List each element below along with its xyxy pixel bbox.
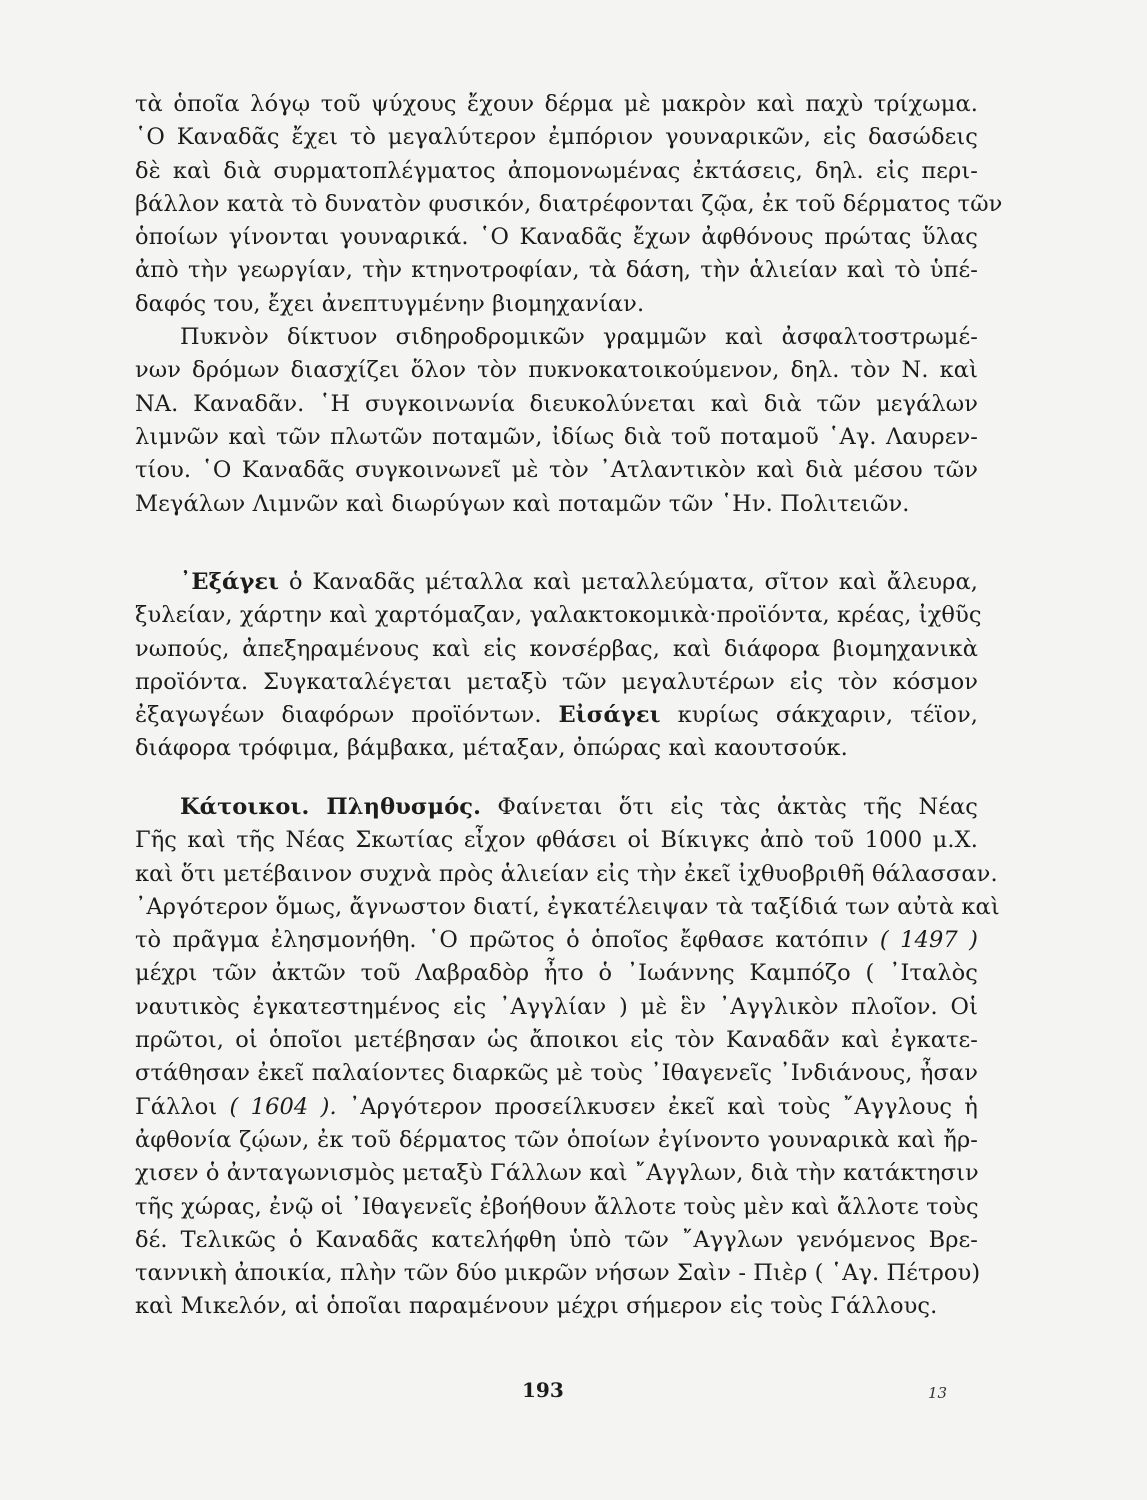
text-fragment: κυρίως σάκχαριν, τέϊον, (677, 702, 978, 729)
text-line: τὰ ὁποῖα λόγῳ τοῦ ψύχους ἔχουν δέρμα μὲ μακρὸν καὶ παχὺ τρίχωμα. (135, 91, 978, 117)
text-block-inhabitants (135, 791, 1000, 1324)
text-fragment: τὸ πρᾶγμα ἐλησμονήθη. ῾Ο πρῶτος ὁ ὁποῖος ἔφθασε κατόπιν (135, 927, 869, 954)
text-fragment: ἐξαγωγέων διαφόρων προϊόντων. (135, 702, 542, 729)
text-line: δὲ καὶ διὰ συρματοπλέγματος ἀπομονωμένας ἐκτάσεις, δηλ. εἰς περι- (135, 157, 978, 184)
text-line: Μεγάλων Λιμνῶν καὶ διωρύγων καὶ ποταμῶν τῶν ῾Ην. Πολιτειῶν. (135, 490, 910, 517)
section-heading: Κάτοικοι. Πληθυσμός. (180, 794, 482, 820)
year-1604: ( 1604 ). (229, 1093, 337, 1120)
imports-keyword: Εἰσάγει (558, 702, 661, 729)
text-line: διάφορα τρόφιμα, βάμβακα, μέταξαν, ὀπώρας καὶ καουτσούκ. (135, 735, 848, 762)
text-line: νων δρόμων διασχίζει ὅλον τὸν πυκνοκατοικούμενον, δηλ. τὸν Ν. καὶ (135, 357, 978, 384)
text-line (135, 699, 978, 732)
text-line (135, 1091, 978, 1124)
text-line (135, 566, 978, 599)
year-1497: ( 1497 ) (879, 927, 978, 954)
text-line: ναυτικὸς ἐγκατεστημένος εἰς ᾿Αγγλίαν ) μὲ ἓν ᾿Αγγλικὸν πλοῖον. Οἱ (135, 993, 978, 1020)
text-line: ΝΑ. Καναδᾶν. ῾Η συγκοινωνία διευκολύνεται καὶ διὰ τῶν μεγάλων (135, 390, 978, 417)
text-line: ὁποίων γίνονται γουναρικά. ῾Ο Καναδᾶς ἔχων ἀφθόνους πρώτας ὕλας (135, 224, 978, 251)
text-line: Πυκνὸν δίκτυον σιδηροδρομικῶν γραμμῶν καὶ ἀσφαλτοστρωμέ- (180, 324, 978, 351)
text-line: βάλλον κατὰ τὸ δυνατὸν φυσικόν, διατρέφονται ζῷα, ἐκ τοῦ δέρματος τῶν (135, 190, 1003, 217)
text-fragment: Φαίνεται ὅτι εἰς τὰς ἀκτὰς τῆς Νέας (497, 794, 978, 820)
text-line: προϊόντα. Συγκαταλέγεται μεταξὺ τῶν μεγαλυτέρων εἰς τὸν κόσμον (135, 668, 978, 695)
text-line: τῆς χώρας, ἐνῷ οἱ ᾿Ιθαγενεῖς ἐβοήθουν ἄλλοτε τοὺς μὲν καὶ ἄλλοτε τοὺς (135, 1193, 979, 1220)
page-number: 193 (522, 1378, 564, 1402)
text-line: πρῶτοι, οἱ ὁποῖοι μετέβησαν ὡς ἄποικοι εἰς τὸν Καναδᾶν καὶ ἐγκατε- (135, 1027, 978, 1054)
text-line: ἀφθονία ζῴων, ἐκ τοῦ δέρματος τῶν ὁποίων ἐγίνοντο γουναρικὰ καὶ ἤρ- (135, 1126, 978, 1153)
text-line: ᾿Αργότερον ὅμως, ἄγνωστον διατί, ἐγκατέλειψαν τὰ ταξίδιά των αὐτὰ καὶ (135, 893, 1000, 920)
text-line: ξυλείαν, χάρτην καὶ χαρτόμαζαν, γαλακτοκομικὰ·προϊόντα, κρέας, ἰχθῦς (135, 602, 982, 629)
text-line (135, 791, 978, 824)
text-line (135, 924, 978, 957)
exports-keyword: ᾿Εξάγει (180, 569, 280, 595)
text-line: καὶ ὅτι μετέβαινον συχνὰ πρὸς ἁλιείαν εἰς τὴν ἐκεῖ ἰχθυοβριθῆ θάλασσαν. (135, 860, 998, 887)
text-line: λιμνῶν καὶ τῶν πλωτῶν ποταμῶν, ἰδίως διὰ τοῦ ποταμοῦ ῾Αγ. Λαυρεν- (135, 423, 978, 450)
text-line: μέχρι τῶν ἀκτῶν τοῦ Λαβραδὸρ ἦτο ὁ ᾿Ιωάννης Καμπόζο ( ᾿Ιταλὸς (135, 960, 978, 987)
text-line: τίου. ῾Ο Καναδᾶς συγκοινωνεῖ μὲ τὸν ᾿Ατλαντικὸν καὶ διὰ μέσου τῶν (135, 457, 978, 484)
text-line: στάθησαν ἐκεῖ παλαίοντες διαρκῶς μὲ τοὺς ᾿Ιθαγενεῖς ᾿Ινδιάνους, ἦσαν (135, 1060, 978, 1087)
text-line: ταννικὴ ἀποικία, πλὴν τῶν δύο μικρῶν νήσων Σαὶν - Πιὲρ ( ῾Αγ. Πέτρου) (135, 1260, 981, 1287)
text-fragment: ὁ Καναδᾶς μέταλλα καὶ μεταλλεύματα, σῖτον καὶ ἄλευρα, (288, 569, 978, 595)
text-line: δαφός του, ἔχει ἀνεπτυγμένην βιομηχανίαν. (135, 290, 645, 317)
text-line: χισεν ὁ ἀνταγωνισμὸς μεταξὺ Γάλλων καὶ ῎Αγγλων, διὰ τὴν κατάκτησιν (135, 1160, 979, 1187)
sheet-signature-number: 13 (928, 1384, 948, 1402)
text-line: Γῆς καὶ τῆς Νέας Σκωτίας εἶχον φθάσει οἱ Βίκιγκς ἀπὸ τοῦ 1000 μ.Χ. (135, 827, 978, 854)
text-line: δέ. Τελικῶς ὁ Καναδᾶς κατελήφθη ὑπὸ τῶν ῎Αγγλων γενόμενος Βρε- (135, 1226, 978, 1253)
text-fragment: Γάλλοι (135, 1093, 218, 1120)
text-line: καὶ Μικελόν, αἱ ὁποῖαι παραμένουν μέχρι σήμερον εἰς τοὺς Γάλλους. (135, 1293, 938, 1320)
text-line: νωπούς, ἀπεξηραμένους καὶ εἰς κονσέρβας, καὶ διάφορα βιομηχανικὰ (135, 635, 978, 662)
text-line: ῾Ο Καναδᾶς ἔχει τὸ μεγαλύτερον ἐμπόριον γουναρικῶν, εἰς δασώδεις (135, 124, 978, 151)
text-line: ἀπὸ τὴν γεωργίαν, τὴν κτηνοτροφίαν, τὰ δάση, τὴν ἁλιείαν καὶ τὸ ὑπέ- (135, 257, 978, 284)
text-block-top (135, 88, 1003, 521)
text-fragment: ᾿Αργότερον προσείλκυσεν ἐκεῖ καὶ τοὺς ῎Αγγλους ἡ (348, 1093, 978, 1120)
text-block-exports (135, 566, 982, 766)
